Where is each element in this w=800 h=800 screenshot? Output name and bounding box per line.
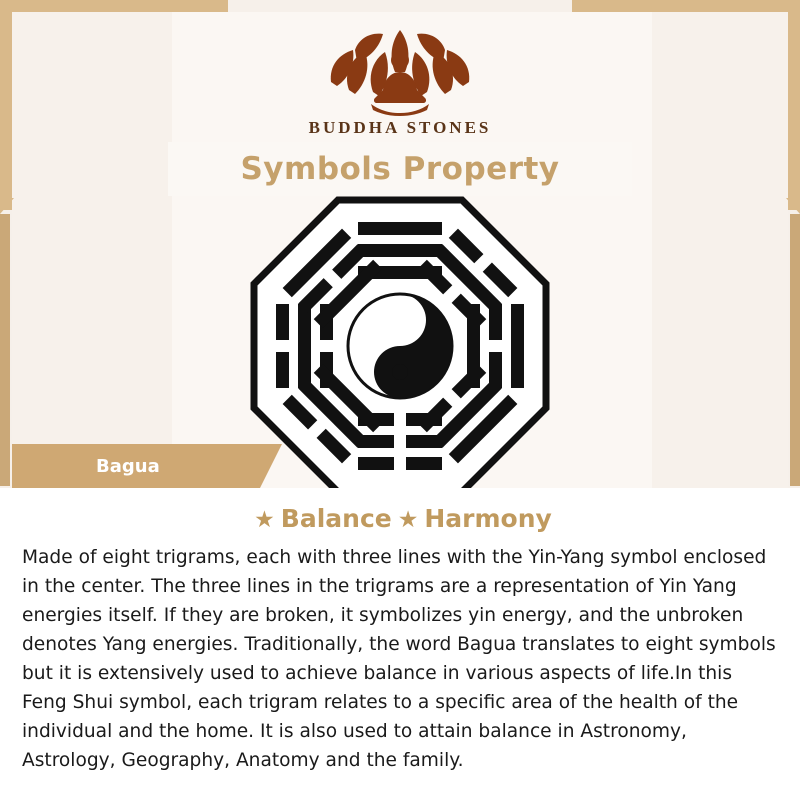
yin-yang-icon — [348, 294, 452, 398]
star-icon-right: ★ — [397, 507, 419, 533]
section-label-tab — [12, 444, 260, 488]
brand-name: BUDDHA STONES — [308, 118, 492, 137]
lotus-meditation-figure-icon — [0, 20, 800, 116]
brand-logo — [0, 20, 800, 138]
keywords-row — [0, 504, 800, 533]
decor-band-top-right — [572, 0, 800, 12]
section-label-text: Bagua — [96, 455, 160, 477]
bagua-yin-yang-icon — [250, 196, 550, 496]
page-title: Symbols Property — [240, 151, 560, 187]
decor-band-top-left — [0, 0, 228, 12]
section-label-tab-notch — [260, 444, 282, 488]
page-title-bar — [168, 142, 632, 196]
keyword-harmony: Harmony — [424, 504, 552, 533]
description-paragraph: Made of eight trigrams, each with three lines with the Yin-Yang symbol enclosed in the center. The three lines in the trigrams are a representation of Yin Yang energies itself. If they are broken, it symbolizes yin energy, and the unbroken denotes Yang energies. Traditionally, the word Bagua translates to eight symbols but it is extensively used to achieve balance in various aspects of life.In this Feng Shui symbol, each trigram relates to a specific area of the health of the individual and the home. It is also used to attain balance in Astronomy, Astrology, Geography, Anatomy and the family. — [22, 547, 776, 771]
star-icon-left: ★ — [254, 507, 275, 533]
keyword-balance: Balance — [280, 504, 392, 533]
description-block — [0, 488, 800, 800]
